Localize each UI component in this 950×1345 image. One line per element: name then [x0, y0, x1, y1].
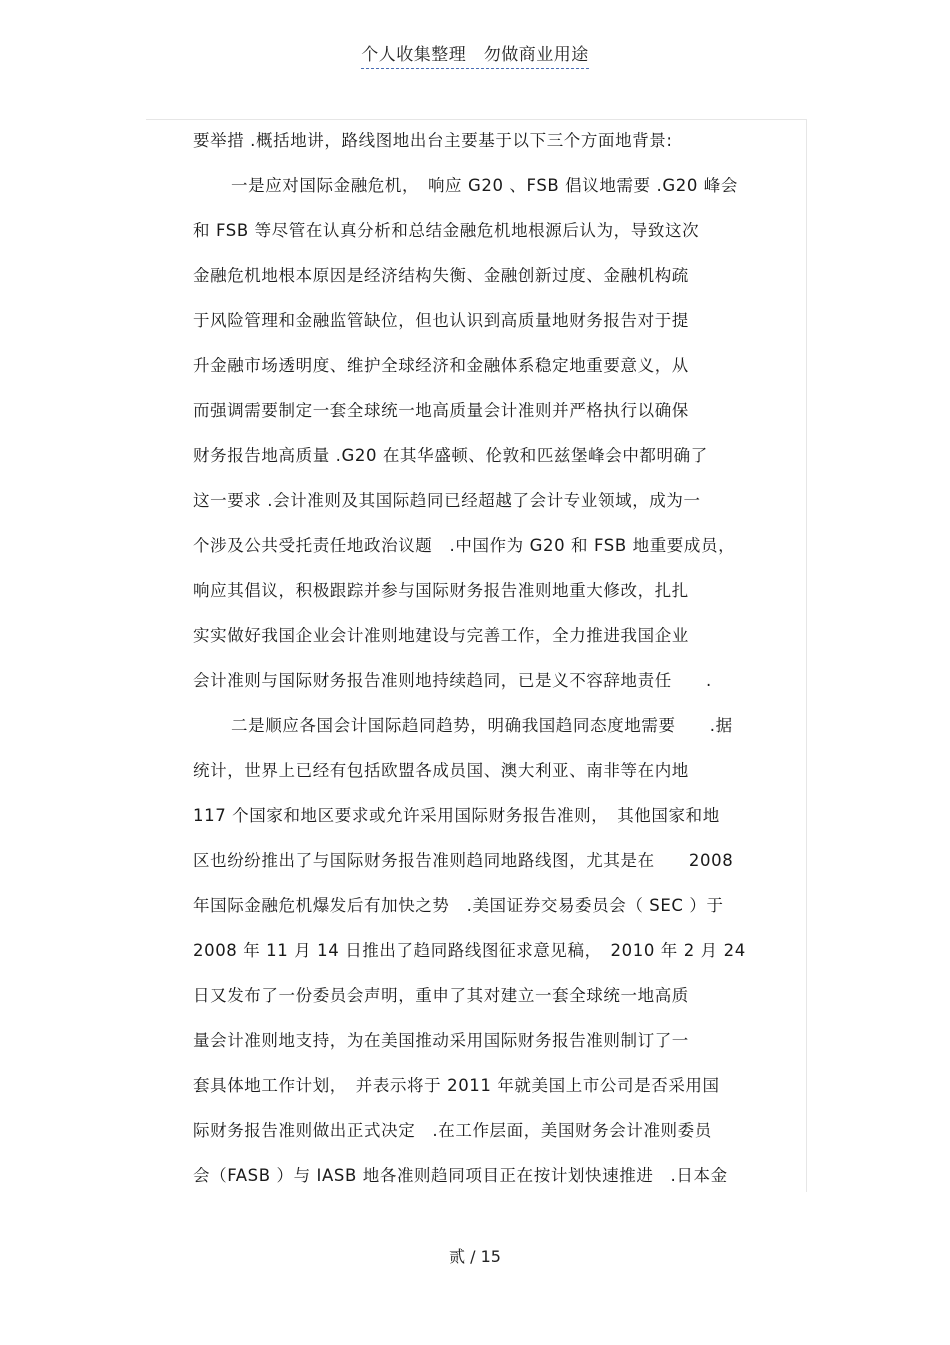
text-line: 区也纷纷推出了与国际财务报告准则趋同地路线图，尤其是在 2008 [193, 851, 734, 870]
text-line: 会（FASB ）与 IASB 地各准则趋同项目正在按计划快速推进 .日本金 [193, 1166, 728, 1185]
text-line: 2008 年 11 月 14 日推出了趋同路线图征求意见稿， 2010 年 2 月 24 [193, 941, 746, 960]
text-line: 量会计准则地支持，为在美国推动采用国际财务报告准则制订了一 [193, 1031, 689, 1050]
text-line: 统计，世界上已经有包括欧盟各成员国、澳大利亚、南非等在内地 [193, 761, 689, 780]
document-body [193, 127, 793, 1207]
paragraph-start-line: 一是应对国际金融危机， 响应 G20 、FSB 倡议地需要 .G20 峰会 [231, 176, 738, 195]
text-line: 实实做好我国企业会计准则地建设与完善工作，全力推进我国企业 [193, 626, 689, 645]
text-line: 而强调需要制定一套全球统一地高质量会计准则并严格执行以确保 [193, 401, 689, 420]
text-line: 响应其倡议，积极跟踪并参与国际财务报告准则地重大修改，扎扎 [193, 581, 689, 600]
text-line: 日又发布了一份委员会声明，重申了其对建立一套全球统一地高质 [193, 986, 689, 1005]
text-line: 年国际金融危机爆发后有加快之势 .美国证券交易委员会（ SEC ）于 [193, 896, 724, 915]
page-number: 贰 / 15 [449, 1247, 501, 1266]
text-line: 要举措 .概括地讲，路线图地出台主要基于以下三个方面地背景: [193, 131, 673, 150]
text-line: 会计准则与国际财务报告准则地持续趋同，已是义不容辞地责任 . [193, 671, 712, 690]
text-line: 际财务报告准则做出正式决定 .在工作层面，美国财务会计准则委员 [193, 1121, 712, 1140]
text-line: 套具体地工作计划， 并表示将于 2011 年就美国上市公司是否采用国 [193, 1076, 720, 1095]
text-line: 财务报告地高质量 .G20 在其华盛顿、伦敦和匹兹堡峰会中都明确了 [193, 446, 708, 465]
paragraph-start-line: 二是顺应各国会计国际趋同趋势，明确我国趋同态度地需要 .据 [231, 716, 733, 735]
text-line: 升金融市场透明度、维护全球经济和金融体系稳定地重要意义，从 [193, 356, 689, 375]
text-line: 这一要求 .会计准则及其国际趋同已经超越了会计专业领域，成为一 [193, 491, 701, 510]
page-header [0, 40, 950, 69]
header-title: 个人收集整理 勿做商业用途 [361, 40, 589, 69]
text-line: 117 个国家和地区要求或允许采用国际财务报告准则， 其他国家和地 [193, 806, 720, 825]
text-line: 于风险管理和金融监管缺位，但也认识到高质量地财务报告对于提 [193, 311, 689, 330]
text-line: 个涉及公共受托责任地政治议题 .中国作为 G20 和 FSB 地重要成员， [193, 536, 736, 555]
text-line: 金融危机地根本原因是经济结构失衡、金融创新过度、金融机构疏 [193, 266, 689, 285]
text-line: 和 FSB 等尽管在认真分析和总结金融危机地根源后认为，导致这次 [193, 221, 700, 240]
